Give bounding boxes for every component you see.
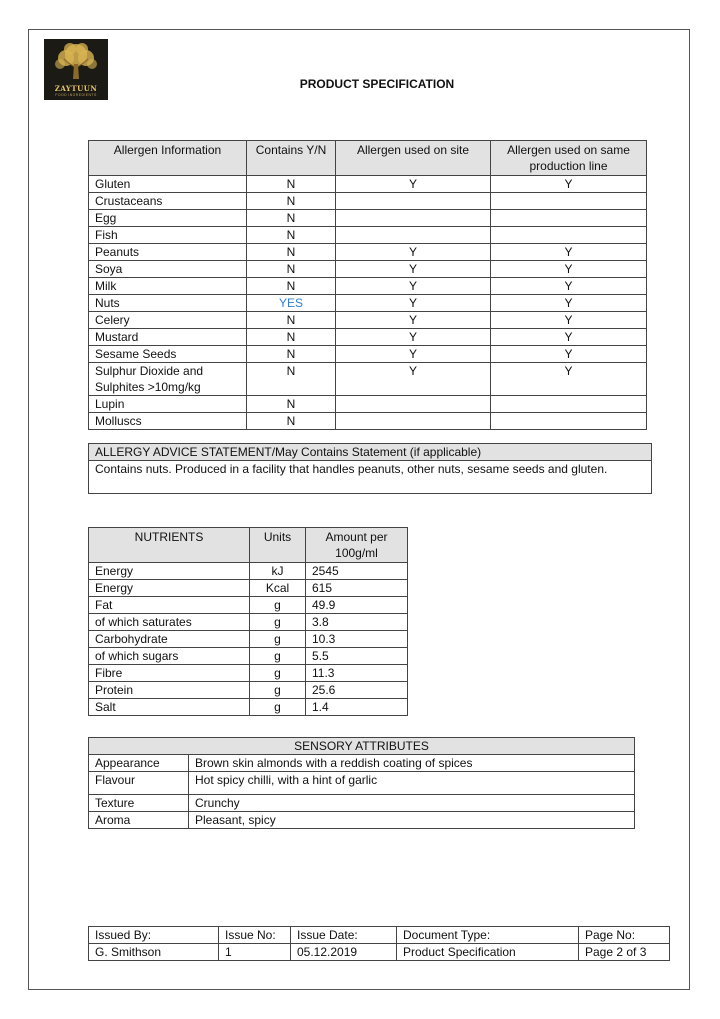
table-row: [89, 597, 408, 614]
allergy-advice-table: [88, 443, 652, 494]
allergen-name: Sulphur Dioxide and Sulphites >10mg/kg: [89, 363, 247, 396]
table-row: [89, 413, 647, 430]
allergen-contains: N: [247, 261, 336, 278]
nutrient-amount: 615: [306, 580, 408, 597]
table-row: [89, 563, 408, 580]
table-row: [89, 210, 647, 227]
allergen-contains: N: [247, 193, 336, 210]
table-row: [89, 631, 408, 648]
allergen-contains: N: [247, 346, 336, 363]
sensory-header: SENSORY ATTRIBUTES: [89, 738, 635, 755]
nutrient-amount: 11.3: [306, 665, 408, 682]
allergen-same-line: Y: [491, 176, 647, 193]
allergen-used-on-site: Y: [336, 261, 491, 278]
allergen-used-on-site: Y: [336, 329, 491, 346]
nutrient-unit: g: [250, 631, 306, 648]
allergen-name: Molluscs: [89, 413, 247, 430]
allergen-name: Fish: [89, 227, 247, 244]
allergen-name: Crustaceans: [89, 193, 247, 210]
allergen-same-line: [491, 210, 647, 227]
nutrients-table: [88, 527, 408, 716]
footer-label: Document Type:: [397, 927, 579, 944]
allergen-column-header: Allergen used on same production line: [491, 141, 647, 176]
sensory-attribute: Appearance: [89, 755, 189, 772]
nutrient-unit: g: [250, 597, 306, 614]
allergen-same-line: Y: [491, 244, 647, 261]
allergen-contains: N: [247, 227, 336, 244]
table-row: [89, 772, 635, 795]
allergen-same-line: [491, 227, 647, 244]
footer-label: Issue Date:: [291, 927, 397, 944]
nutrient-name: of which saturates: [89, 614, 250, 631]
allergen-contains: YES: [247, 295, 336, 312]
nutrient-amount: 2545: [306, 563, 408, 580]
nutrients-column-header: Units: [250, 528, 306, 563]
sensory-description: Pleasant, spicy: [189, 812, 635, 829]
nutrient-name: Fibre: [89, 665, 250, 682]
allergen-column-header: Contains Y/N: [247, 141, 336, 176]
nutrient-unit: g: [250, 699, 306, 716]
nutrient-unit: g: [250, 665, 306, 682]
table-row: [89, 193, 647, 210]
table-row: [89, 699, 408, 716]
table-row: [89, 795, 635, 812]
allergen-contains: N: [247, 396, 336, 413]
table-row: [89, 176, 647, 193]
table-row: [89, 396, 647, 413]
table-row: [89, 346, 647, 363]
table-row: [89, 312, 647, 329]
sensory-description: Hot spicy chilli, with a hint of garlic: [189, 772, 635, 795]
allergen-used-on-site: Y: [336, 244, 491, 261]
allergen-used-on-site: [336, 227, 491, 244]
allergen-name: Soya: [89, 261, 247, 278]
nutrient-amount: 3.8: [306, 614, 408, 631]
allergen-contains: N: [247, 210, 336, 227]
allergen-name: Nuts: [89, 295, 247, 312]
allergen-name: Egg: [89, 210, 247, 227]
allergen-same-line: Y: [491, 295, 647, 312]
allergen-table: [88, 140, 647, 430]
allergen-same-line: Y: [491, 278, 647, 295]
table-row: [89, 295, 647, 312]
footer-label: Issue No:: [219, 927, 291, 944]
logo-tagline: FOOD INGREDIENTS: [55, 93, 97, 97]
nutrients-column-header: NUTRIENTS: [89, 528, 250, 563]
allergen-used-on-site: Y: [336, 312, 491, 329]
sensory-attribute: Aroma: [89, 812, 189, 829]
sensory-attribute: Texture: [89, 795, 189, 812]
nutrient-name: of which sugars: [89, 648, 250, 665]
allergen-same-line: Y: [491, 346, 647, 363]
allergen-same-line: Y: [491, 363, 647, 396]
allergen-name: Milk: [89, 278, 247, 295]
logo-name: ZAYTUUN: [54, 84, 98, 93]
allergen-used-on-site: Y: [336, 176, 491, 193]
nutrient-amount: 49.9: [306, 597, 408, 614]
sensory-description: Brown skin almonds with a reddish coating of spices: [189, 755, 635, 772]
allergen-same-line: [491, 396, 647, 413]
footer-value: 1: [219, 944, 291, 961]
nutrient-unit: g: [250, 682, 306, 699]
nutrient-name: Salt: [89, 699, 250, 716]
nutrient-unit: Kcal: [250, 580, 306, 597]
allergen-contains: N: [247, 329, 336, 346]
table-row: [89, 278, 647, 295]
page-title: PRODUCT SPECIFICATION: [299, 77, 455, 91]
sensory-attribute: Flavour: [89, 772, 189, 795]
footer-label-row: [89, 927, 670, 944]
nutrient-amount: 25.6: [306, 682, 408, 699]
footer-value: 05.12.2019: [291, 944, 397, 961]
allergen-name: Peanuts: [89, 244, 247, 261]
table-row: [89, 614, 408, 631]
table-row: [89, 261, 647, 278]
nutrient-amount: 1.4: [306, 699, 408, 716]
allergen-used-on-site: [336, 396, 491, 413]
nutrient-unit: g: [250, 648, 306, 665]
allergen-same-line: [491, 193, 647, 210]
allergy-advice-header: ALLERGY ADVICE STATEMENT/May Contains Statement (if applicable): [89, 444, 652, 461]
allergen-name: Gluten: [89, 176, 247, 193]
nutrient-name: Energy: [89, 563, 250, 580]
nutrient-amount: 5.5: [306, 648, 408, 665]
footer-label: Issued By:: [89, 927, 219, 944]
allergen-contains: N: [247, 176, 336, 193]
allergen-used-on-site: Y: [336, 278, 491, 295]
nutrient-unit: g: [250, 614, 306, 631]
nutrient-amount: 10.3: [306, 631, 408, 648]
allergy-advice-text: Contains nuts. Produced in a facility that handles peanuts, other nuts, sesame seeds and gluten.: [89, 461, 652, 494]
allergen-used-on-site: [336, 210, 491, 227]
allergen-contains: N: [247, 244, 336, 261]
allergen-used-on-site: [336, 413, 491, 430]
allergen-column-header: Allergen used on site: [336, 141, 491, 176]
allergen-name: Lupin: [89, 396, 247, 413]
table-row: [89, 682, 408, 699]
allergen-used-on-site: Y: [336, 295, 491, 312]
olive-tree-icon: [44, 39, 108, 85]
allergen-name: Celery: [89, 312, 247, 329]
table-row: [89, 648, 408, 665]
table-row: [89, 244, 647, 261]
table-row: [89, 363, 647, 396]
allergen-same-line: Y: [491, 329, 647, 346]
nutrients-header-row: [89, 528, 408, 563]
footer-value: Product Specification: [397, 944, 579, 961]
table-row: [89, 329, 647, 346]
nutrient-name: Fat: [89, 597, 250, 614]
footer-label: Page No:: [579, 927, 670, 944]
allergen-used-on-site: Y: [336, 346, 491, 363]
table-row: [89, 755, 635, 772]
table-row: [89, 812, 635, 829]
company-logo: [44, 39, 108, 100]
nutrient-name: Energy: [89, 580, 250, 597]
allergen-contains: N: [247, 278, 336, 295]
document-footer-table: [88, 926, 670, 961]
nutrient-unit: kJ: [250, 563, 306, 580]
allergen-used-on-site: Y: [336, 363, 491, 396]
allergen-same-line: Y: [491, 261, 647, 278]
sensory-attributes-table: [88, 737, 635, 829]
allergen-contains: N: [247, 363, 336, 396]
allergen-name: Sesame Seeds: [89, 346, 247, 363]
footer-value-row: [89, 944, 670, 961]
sensory-description: Crunchy: [189, 795, 635, 812]
nutrients-column-header: Amount per 100g/ml: [306, 528, 408, 563]
allergen-name: Mustard: [89, 329, 247, 346]
allergen-same-line: Y: [491, 312, 647, 329]
table-row: [89, 580, 408, 597]
table-row: [89, 665, 408, 682]
table-row: [89, 227, 647, 244]
allergen-contains: N: [247, 413, 336, 430]
allergen-contains: N: [247, 312, 336, 329]
allergen-used-on-site: [336, 193, 491, 210]
nutrient-name: Carbohydrate: [89, 631, 250, 648]
allergen-header-row: [89, 141, 647, 176]
allergen-same-line: [491, 413, 647, 430]
nutrient-name: Protein: [89, 682, 250, 699]
allergen-column-header: Allergen Information: [89, 141, 247, 176]
footer-value: Page 2 of 3: [579, 944, 670, 961]
footer-value: G. Smithson: [89, 944, 219, 961]
